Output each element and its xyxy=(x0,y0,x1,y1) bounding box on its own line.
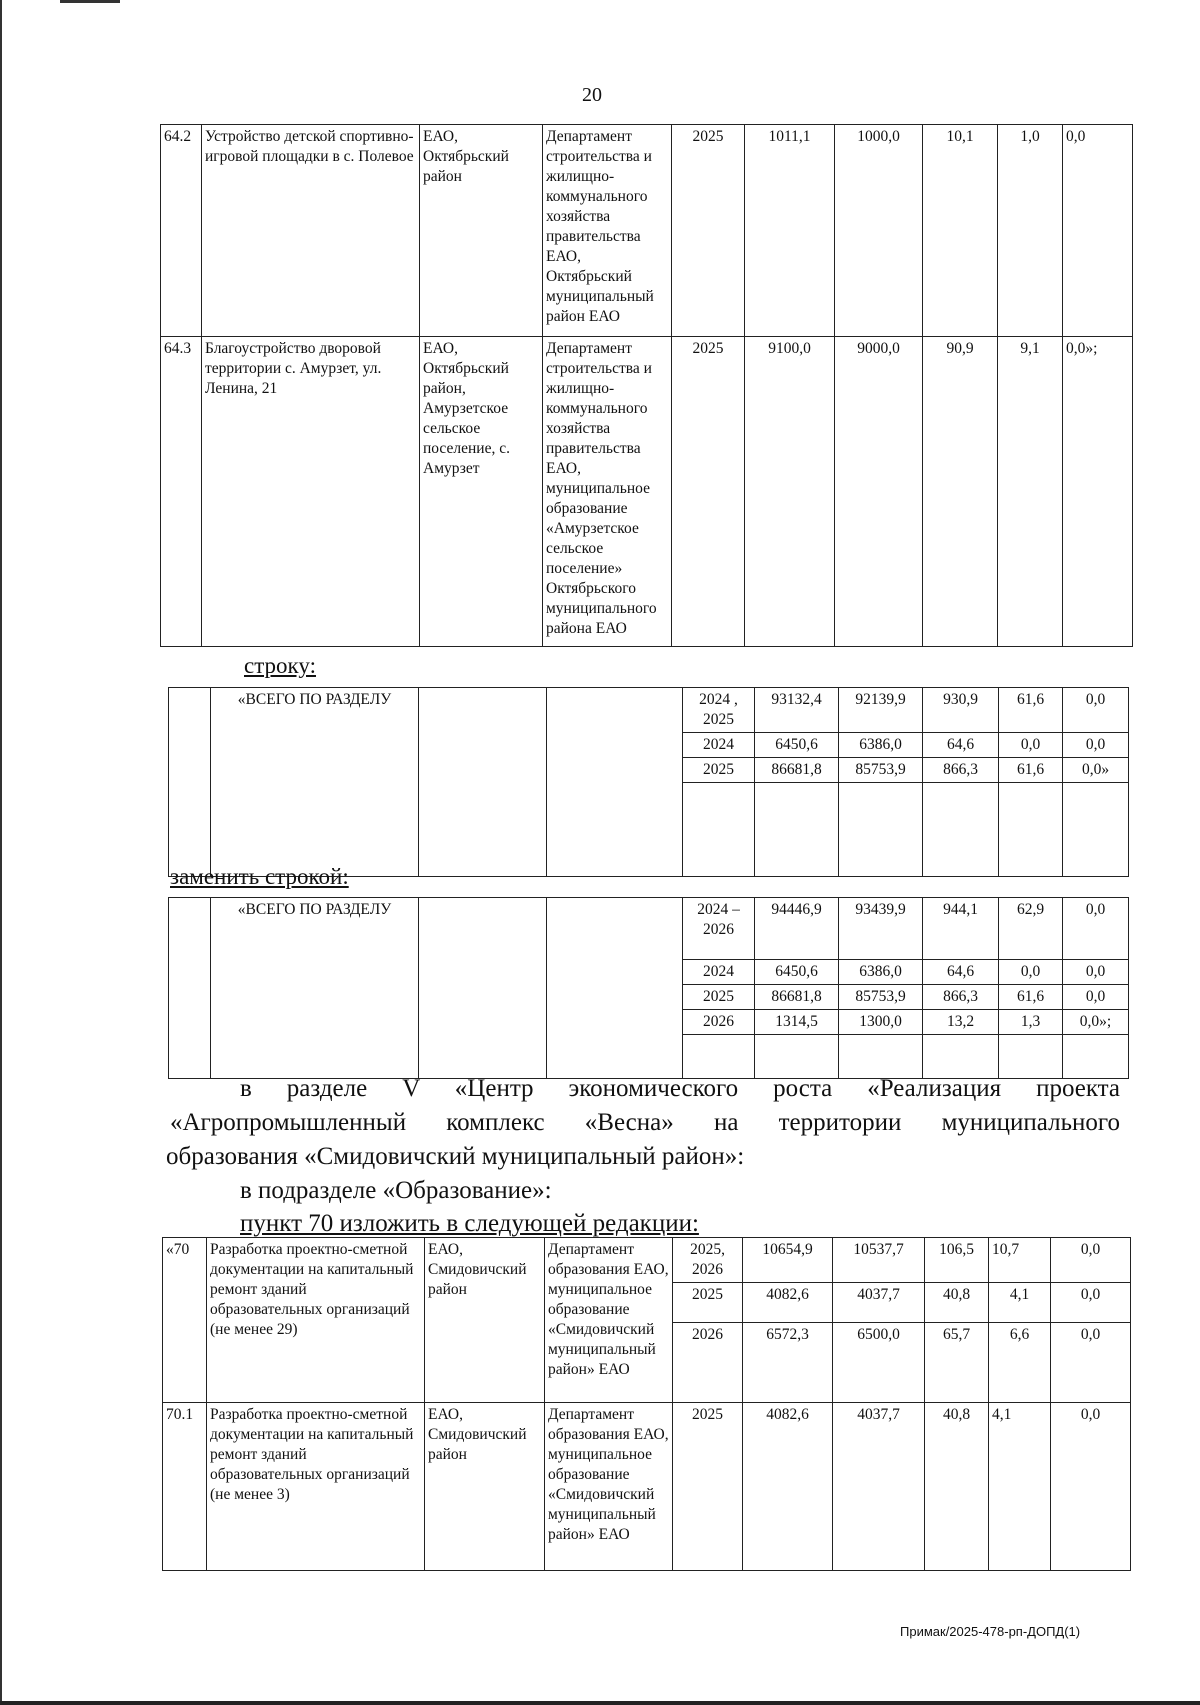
amount-2: 40,8 xyxy=(925,1283,989,1323)
total-amount: 6572,3 xyxy=(743,1323,833,1403)
year: 2024 xyxy=(683,960,755,985)
location: ЕАО, Октябрьский район, Амурзетское сельское поселение, с. Амурзет xyxy=(420,337,543,647)
amount-4: 0,0»; xyxy=(1063,1010,1129,1035)
row-number: 64.2 xyxy=(161,125,202,337)
amount-2: 90,9 xyxy=(923,337,998,647)
empty-cell xyxy=(547,898,683,1079)
amount-1: 1300,0 xyxy=(839,1010,923,1035)
amount-4: 0,0 xyxy=(1051,1403,1131,1571)
total-amount: 6450,6 xyxy=(755,960,839,985)
total-amount: 1011,1 xyxy=(745,125,835,337)
total-amount: 93132,4 xyxy=(755,688,839,733)
amount-2: 106,5 xyxy=(925,1238,989,1283)
empty-cell xyxy=(1063,783,1129,877)
year: 2025 xyxy=(683,985,755,1010)
amount-2: 64,6 xyxy=(923,733,999,758)
table-row xyxy=(163,1403,1131,1571)
year: 2025 xyxy=(672,125,745,337)
amount-1: 4037,7 xyxy=(833,1403,925,1571)
amount-1: 6386,0 xyxy=(839,960,923,985)
amount-1: 1000,0 xyxy=(835,125,923,337)
location: ЕАО, Смидовичский район xyxy=(425,1238,545,1403)
amount-1: 9000,0 xyxy=(835,337,923,647)
page-number: 20 xyxy=(582,84,602,106)
empty-cell xyxy=(999,783,1063,877)
amount-1: 6500,0 xyxy=(833,1323,925,1403)
total-amount: 4082,6 xyxy=(743,1283,833,1323)
bottom-table xyxy=(162,1237,1131,1571)
amount-4: 0,0 xyxy=(1063,960,1129,985)
executor: Департамент образования ЕАО, муниципальное образование «Смидовичский муниципальный район» ЕАО xyxy=(545,1238,673,1403)
empty-cell xyxy=(547,688,683,877)
old-total-table xyxy=(168,687,1129,877)
amount-1: 93439,9 xyxy=(839,898,923,960)
amount-4: 0,0 xyxy=(1063,985,1129,1010)
amount-3: 0,0 xyxy=(999,960,1063,985)
paragraph-line-2: «Агропромышленный комплекс «Весна» на территории муниципального xyxy=(170,1109,1120,1136)
label-zamenit: заменить строкой: xyxy=(170,864,349,889)
scan-edge-bottom xyxy=(0,1701,1200,1705)
total-label: «ВСЕГО ПО РАЗДЕЛУ xyxy=(211,688,419,877)
empty-cell xyxy=(169,898,211,1079)
amount-2: 866,3 xyxy=(923,758,999,783)
event-name: Разработка проектно-сметной документации на капитальный ремонт зданий образовательных организаций (не менее 29) xyxy=(207,1238,425,1403)
event-name: Благоустройство дворовой территории с. Амурзет, ул. Ленина, 21 xyxy=(202,337,420,647)
event-name: Разработка проектно-сметной документации на капитальный ремонт зданий образовательных организаций (не менее 3) xyxy=(207,1403,425,1571)
paragraph-line-4: в подразделе «Образование»: xyxy=(240,1177,552,1204)
amount-4: 0,0 xyxy=(1063,688,1129,733)
row-number: «70 xyxy=(163,1238,207,1403)
amount-1: 85753,9 xyxy=(839,985,923,1010)
amount-3: 1,0 xyxy=(998,125,1063,337)
scan-edge-top xyxy=(60,0,120,3)
year: 2025 xyxy=(683,758,755,783)
amount-3: 6,6 xyxy=(989,1323,1051,1403)
amount-4: 0,0 xyxy=(1063,733,1129,758)
new-total-table xyxy=(168,897,1129,1079)
table-row xyxy=(163,1238,1131,1283)
empty-cell xyxy=(755,783,839,877)
table-row xyxy=(169,898,1129,960)
total-amount: 9100,0 xyxy=(745,337,835,647)
amount-3: 1,3 xyxy=(999,1010,1063,1035)
event-name: Устройство детской спортивно-игровой площадки в с. Полевое xyxy=(202,125,420,337)
location: ЕАО, Смидовичский район xyxy=(425,1403,545,1571)
year: 2025 xyxy=(673,1283,743,1323)
year: 2025 xyxy=(673,1403,743,1571)
row-number: 64.3 xyxy=(161,337,202,647)
paragraph-line-1: в разделе V «Центр экономического роста «Реализация проекта xyxy=(240,1075,1120,1102)
amount-2: 866,3 xyxy=(923,985,999,1010)
amount-4: 0,0»; xyxy=(1063,337,1133,647)
paragraph-line-5: пункт 70 изложить в следующей редакции: xyxy=(240,1210,699,1237)
empty-cell xyxy=(923,783,999,877)
empty-cell xyxy=(169,688,211,877)
scan-edge-left xyxy=(0,0,2,1705)
amount-2: 13,2 xyxy=(923,1010,999,1035)
table-row xyxy=(161,125,1133,337)
amount-2: 930,9 xyxy=(923,688,999,733)
amount-4: 0,0 xyxy=(1051,1238,1131,1283)
year: 2025 xyxy=(672,337,745,647)
executor: Департамент строительства и жилищно-коммунального хозяйства правительства ЕАО, Октябрьский муниципальный район ЕАО xyxy=(543,125,672,337)
amount-4: 0,0 xyxy=(1051,1323,1131,1403)
table-row xyxy=(161,337,1133,647)
total-amount: 10654,9 xyxy=(743,1238,833,1283)
amount-4: 0,0 xyxy=(1063,898,1129,960)
amount-1: 4037,7 xyxy=(833,1283,925,1323)
amount-4: 0,0 xyxy=(1051,1283,1131,1323)
amount-3: 9,1 xyxy=(998,337,1063,647)
row-number: 70.1 xyxy=(163,1403,207,1571)
location: ЕАО, Октябрьский район xyxy=(420,125,543,337)
amount-3: 61,6 xyxy=(999,688,1063,733)
amount-1: 92139,9 xyxy=(839,688,923,733)
year: 2024 , 2025 xyxy=(683,688,755,733)
total-amount: 1314,5 xyxy=(755,1010,839,1035)
label-stroku: строку: xyxy=(244,653,316,678)
amount-4: 0,0 xyxy=(1063,125,1133,337)
amount-3: 4,1 xyxy=(989,1283,1051,1323)
total-amount: 94446,9 xyxy=(755,898,839,960)
amount-3: 10,7 xyxy=(989,1238,1051,1283)
amount-4: 0,0» xyxy=(1063,758,1129,783)
empty-cell xyxy=(419,898,547,1079)
table-row xyxy=(169,688,1129,733)
year: 2024 – 2026 xyxy=(683,898,755,960)
total-label: «ВСЕГО ПО РАЗДЕЛУ xyxy=(211,898,419,1079)
amount-2: 40,8 xyxy=(925,1403,989,1571)
executor: Департамент строительства и жилищно-коммунального хозяйства правительства ЕАО, муниципальное образование «Амурзетское сельское поселение» Октябрьского муниципального района ЕАО xyxy=(543,337,672,647)
top-table xyxy=(160,124,1133,647)
year: 2026 xyxy=(673,1323,743,1403)
total-amount: 86681,8 xyxy=(755,758,839,783)
amount-1: 10537,7 xyxy=(833,1238,925,1283)
year: 2026 xyxy=(683,1010,755,1035)
year: 2025, 2026 xyxy=(673,1238,743,1283)
year: 2024 xyxy=(683,733,755,758)
amount-2: 944,1 xyxy=(923,898,999,960)
amount-3: 0,0 xyxy=(999,733,1063,758)
total-amount: 4082,6 xyxy=(743,1403,833,1571)
amount-3: 4,1 xyxy=(989,1403,1051,1571)
executor: Департамент образования ЕАО, муниципальное образование «Смидовичский муниципальный район» ЕАО xyxy=(545,1403,673,1571)
total-amount: 6450,6 xyxy=(755,733,839,758)
paragraph-line-3: образования «Смидовичский муниципальный район»: xyxy=(166,1143,745,1170)
empty-cell xyxy=(419,688,547,877)
amount-3: 62,9 xyxy=(999,898,1063,960)
empty-cell xyxy=(683,783,755,877)
amount-3: 61,6 xyxy=(999,758,1063,783)
amount-1: 85753,9 xyxy=(839,758,923,783)
empty-cell xyxy=(839,783,923,877)
document-code: Примак/2025-478-рп-ДОПД(1) xyxy=(900,1624,1081,1639)
amount-1: 6386,0 xyxy=(839,733,923,758)
amount-2: 64,6 xyxy=(923,960,999,985)
amount-3: 61,6 xyxy=(999,985,1063,1010)
amount-2: 10,1 xyxy=(923,125,998,337)
total-amount: 86681,8 xyxy=(755,985,839,1010)
amount-2: 65,7 xyxy=(925,1323,989,1403)
